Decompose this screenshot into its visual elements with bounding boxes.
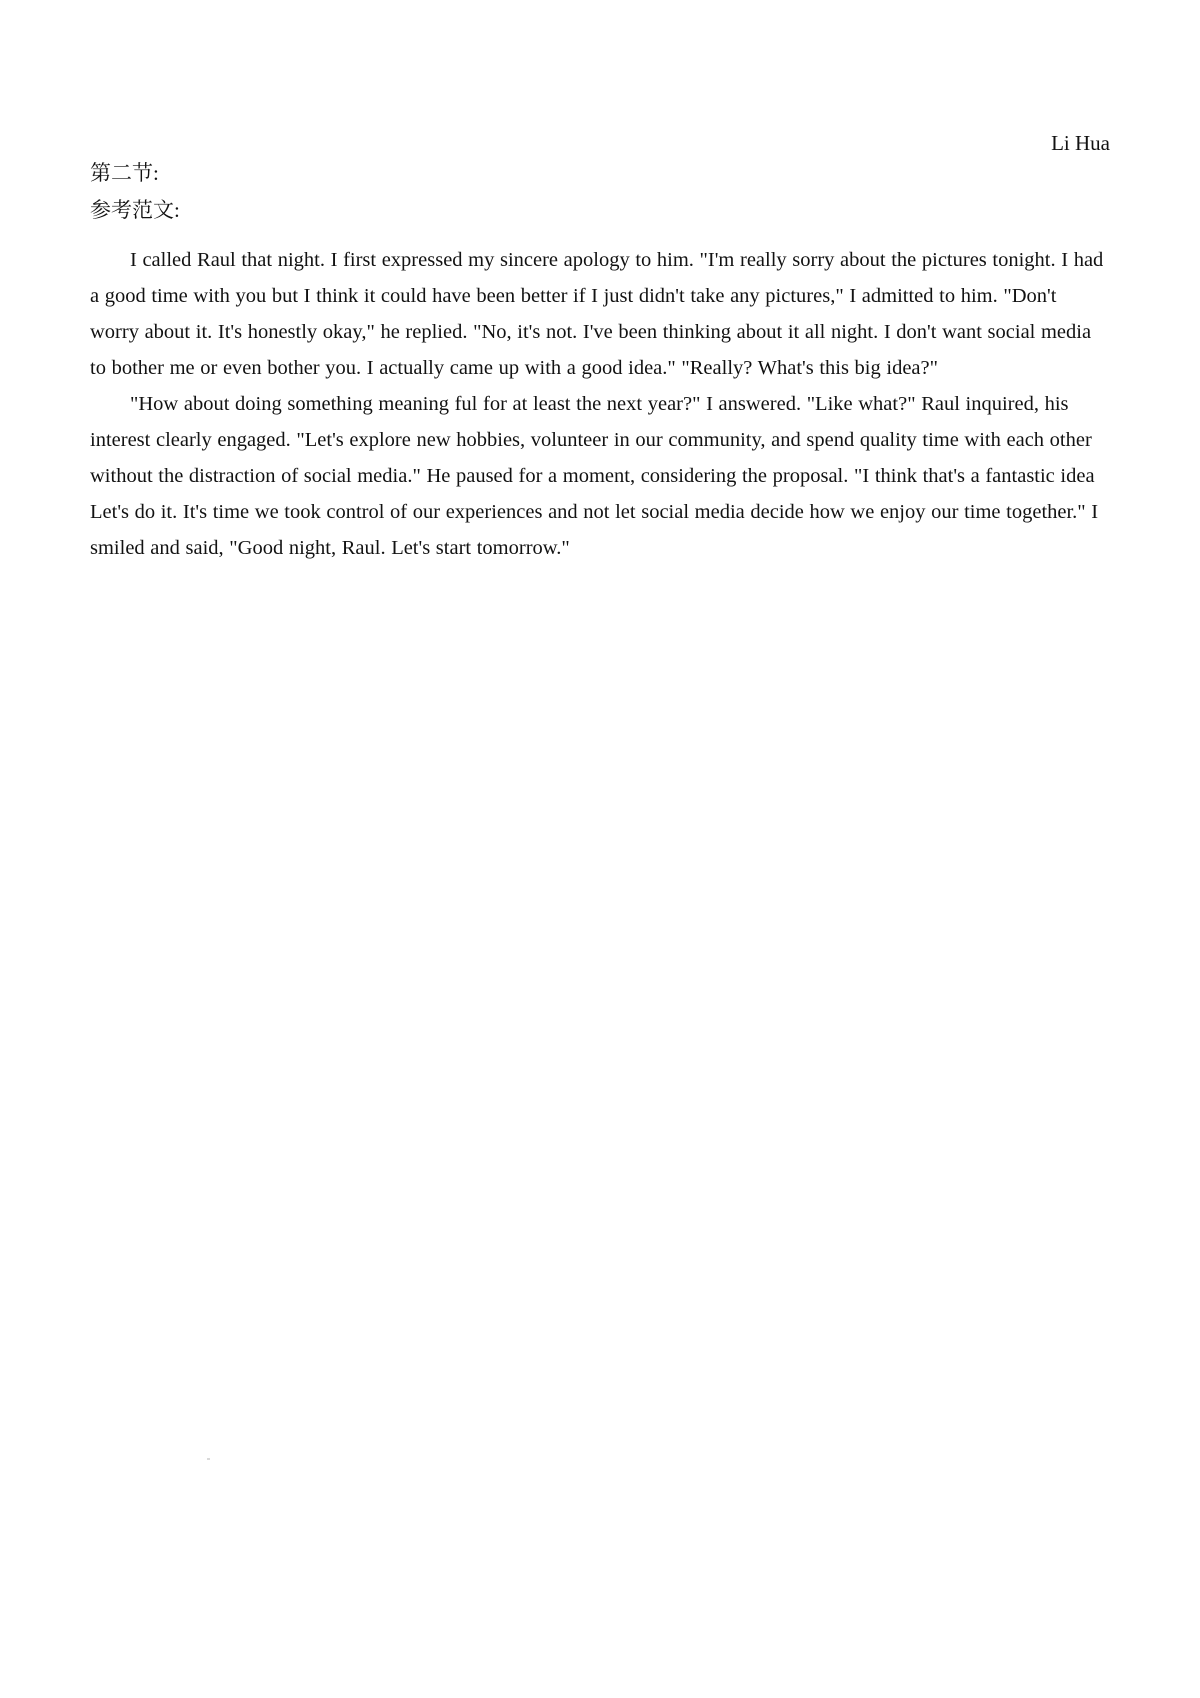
signature: Li Hua [1051,131,1110,155]
page-speck [207,1458,210,1460]
essay-paragraph-1: I called Raul that night. I first expressed my sincere apology to him. "I'm really sorry about the pictures tonight. I had a good time with you but I think it could have been better if I just didn't take any pictures," I admitted to him. "Don't worry about it. It's honestly okay," he replied. "No, it's not. I've been thinking about it all night. I don't want social media to bother me or even bother you. I actually came up with a good idea." "Really? What's this big idea?" [90,249,1104,379]
document-page [0,0,1200,566]
essay-paragraph-2: "How about doing something meaning ful for at least the next year?" I answered. "Like what?" Raul inquired, his interest clearly engaged. "Let's explore new hobbies, volunteer in our community, and spend quality time with each other without the distraction of social media." He paused for a moment, considering the proposal. "I think that's a fantastic idea Let's do it. It's time we took control of our experiences and not let social media decide how we enjoy our time together." I smiled and said, "Good night, Raul. Let's start tomorrow." [90,393,1099,559]
section-label: 第二节: [90,161,159,185]
essay-body [90,242,1110,566]
reference-answer-label: 参考范文: [90,198,180,222]
